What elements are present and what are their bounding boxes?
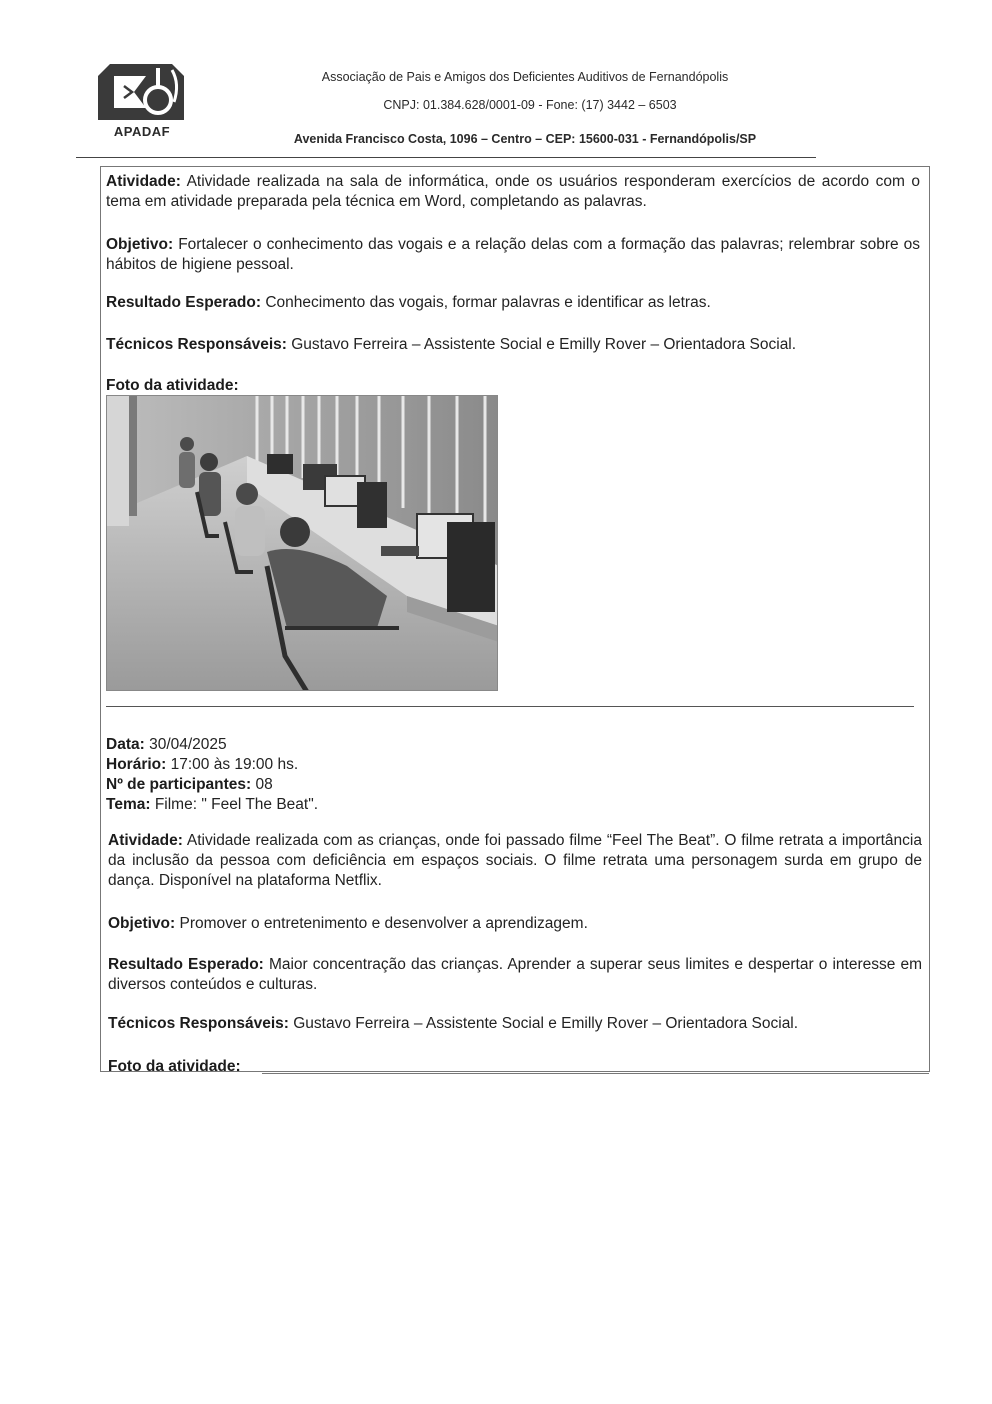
resultado-text: Conhecimento das vogais, formar palavras e identificar as letras.: [265, 294, 711, 311]
resultado-label: Resultado Esperado:: [106, 294, 262, 311]
atividade-text: Atividade realizada com as crianças, onde foi passado filme “Feel The Beat”. O filme retrata a importância da inclusão da pessoa com deficiência em espaços sociais. O filme retrata uma personagem surda em grupo de dança. Disponível na plataforma Netflix.: [108, 832, 922, 889]
report1-foto-label: [106, 376, 920, 396]
tecnicos-text: Gustavo Ferreira – Assistente Social e Emilly Rover – Orientadora Social.: [291, 336, 797, 353]
horario-label: Horário:: [106, 756, 167, 773]
report2-tecnicos: [108, 1014, 922, 1034]
report1-atividade: [106, 172, 920, 212]
report2-data: [106, 735, 920, 755]
photo-placeholder-line: [262, 1073, 929, 1074]
header-divider: [76, 157, 816, 158]
report1-tecnicos: [106, 335, 920, 355]
report2-tema: [106, 795, 920, 815]
logo-text: APADAF: [113, 124, 171, 139]
activity-photo: [106, 395, 498, 691]
report1-resultado: [106, 293, 920, 313]
report1-objetivo: [106, 235, 920, 275]
atividade-text: Atividade realizada na sala de informática, onde os usuários responderam exercícios de acordo com o tema em atividade preparada pela técnica em Word, completando as palavras.: [106, 173, 920, 210]
resultado-label: Resultado Esperado:: [108, 956, 264, 973]
data-value: 30/04/2025: [149, 736, 227, 753]
resultado-text: Maior concentração das crianças. Aprender a superar seus limites e despertar o interesse em diversos conteúdos e culturas.: [108, 956, 922, 993]
tecnicos-text: Gustavo Ferreira – Assistente Social e Emilly Rover – Orientadora Social.: [293, 1015, 799, 1032]
tema-value: Filme: " Feel The Beat".: [154, 796, 319, 813]
objetivo-text: Promover o entretenimento e desenvolver a aprendizagem.: [179, 915, 588, 932]
section-divider: [106, 706, 914, 707]
data-label: Data:: [106, 736, 145, 753]
cnpj-phone: CNPJ: 01.384.628/0001-09 - Fone: (17) 3442 – 6503: [383, 98, 677, 112]
participantes-label: Nº de participantes:: [106, 776, 252, 793]
address: Avenida Francisco Costa, 1096 – Centro – CEP: 15600-031 - Fernandópolis/SP: [293, 132, 757, 146]
report2-atividade: [108, 831, 922, 891]
participantes-value: 08: [255, 776, 273, 793]
atividade-label: Atividade:: [106, 173, 181, 190]
tecnicos-label: Técnicos Responsáveis:: [108, 1015, 289, 1032]
foto-label: Foto da atividade:: [106, 377, 239, 394]
org-name: Associação de Pais e Amigos dos Deficientes Auditivos de Fernandópolis: [321, 70, 729, 84]
report2-participantes: [106, 775, 920, 795]
objetivo-text: Fortalecer o conhecimento das vogais e a relação delas com a formação das palavras; relembrar sobre os hábitos de higiene pessoal.: [106, 236, 920, 273]
tecnicos-label: Técnicos Responsáveis:: [106, 336, 287, 353]
report2-objetivo: [108, 914, 922, 934]
foto-label: Foto da atividade:: [108, 1058, 241, 1075]
atividade-label: Atividade:: [108, 832, 183, 849]
report2-horario: [106, 755, 920, 775]
report2-foto-label: [108, 1057, 922, 1077]
objetivo-label: Objetivo:: [106, 236, 174, 253]
objetivo-label: Objetivo:: [108, 915, 176, 932]
horario-value: 17:00 às 19:00 hs.: [170, 756, 299, 773]
report2-resultado: [108, 955, 922, 995]
tema-label: Tema:: [106, 796, 151, 813]
